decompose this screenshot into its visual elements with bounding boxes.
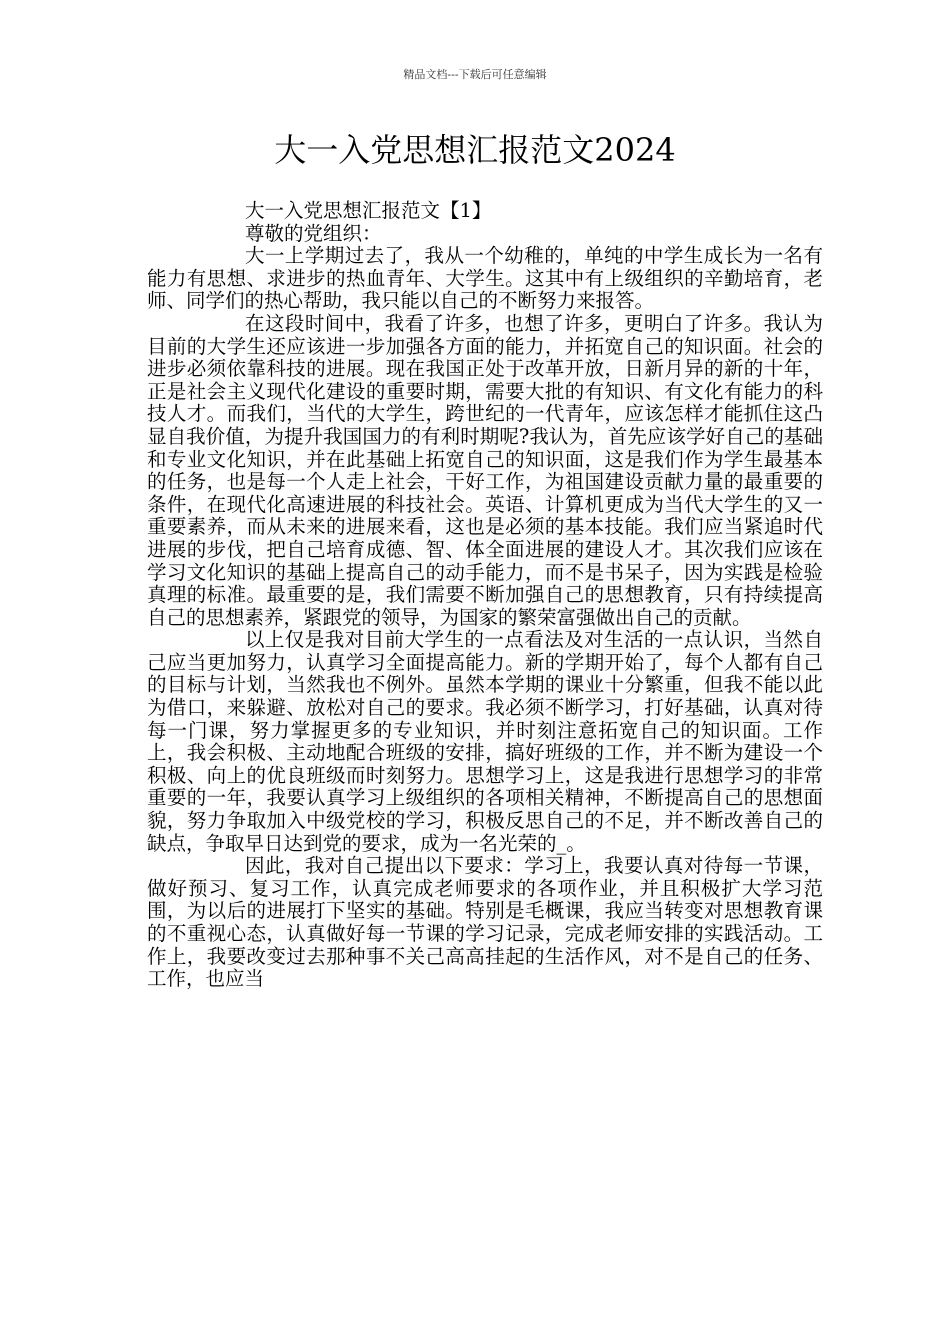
document-title: 大一入党思想汇报范文2024 [274,131,676,169]
salutation: 尊敬的党组织： [245,221,382,245]
header-note: 精品文档---下载后可任意编辑 [403,68,547,81]
document-subtitle: 大一入党思想汇报范文【1】 [245,199,492,222]
paragraph: 以上仅是我对目前大学生的一点看法及对生活的一点认识，当然自己应当更加努力，认真学习全面提高能力。新的学期开始了，每个人都有自己的目标与计划，当然我也不例外。虽然本学期的课业十分繁重，但我不能以此为借口，来躲避、放松对自己的要求。我必须不断学习，打好基础，认真对待每一门课，努力掌握更多的专业知识，并时刻注意拓宽自己的知识面。工作上，我会积极、主动地配合班级的安排，搞好班级的工作，并不断为建设一个积极、向上的优良班级而时刻努力。思想学习上，这是我进行思想学习的非常重要的一年，我要认真学习上级组织的各项相关精神，不断提高自己的思想面貌，努力争取加入中级党校的学习，积极反思自己的不足，并不断改善自己的缺点，争取早日达到党的要求，成为一名光荣的_。 [147,628,823,855]
document-body [147,200,823,991]
paragraph: 大一上学期过去了，我从一个幼稚的，单纯的中学生成长为一名有能力有思想、求进步的热血青年、大学生。这其中有上级组织的辛勤培育，老师、同学们的热心帮助，我只能以自己的不断努力来报答。 [147,244,823,313]
paragraph: 在这段时间中，我看了许多，也想了许多，更明白了许多。我认为目前的大学生还应该进一步加强各方面的能力，并拓宽自己的知识面。社会的进步必须依靠科技的进展。现在我国正处于改革开放，日新月异的新的十年，正是社会主义现代化建设的重要时期，需要大批的有知识、有文化有能力的科技人才。而我们，当代的大学生，跨世纪的一代青年，应该怎样才能抓住这凸显自我价值，为提升我国国力的有利时期呢?我认为，首先应该学好自己的基础和专业文化知识，并在此基础上拓宽自己的知识面，这是我们作为学生最基本的任务，也是每一个人走上社会，干好工作，为祖国建设贡献力量的最重要的条件，在现代化高速进展的科技社会。英语、计算机更成为当代大学生的又一重要素养，而从未来的进展来看，这也是必须的基本技能。我们应当紧追时代进展的步伐，把自己培育成德、智、体全面进展的建设人才。其次我们应该在学习文化知识的基础上提高自己的动手能力，而不是书呆子，因为实践是检验真理的标准。最重要的是，我们需要不断加强自己的思想教育，只有持续提高自己的思想素养，紧跟党的领导，为国家的繁荣富强做出自己的贡献。 [147,311,823,629]
paragraph: 因此，我对自己提出以下要求：学习上，我要认真对待每一节课，做好预习、复习工作，认真完成老师要求的各项作业，并且积极扩大学习范围，为以后的进展打下坚实的基础。特别是毛概课，我应当转变对思想教育课的不重视心态，认真做好每一节课的学习记录，完成老师安排的实践活动。工作上，我要改变过去那种事不关己高高挂起的生活作风，对不是自己的任务、工作，也应当 [147,854,823,991]
